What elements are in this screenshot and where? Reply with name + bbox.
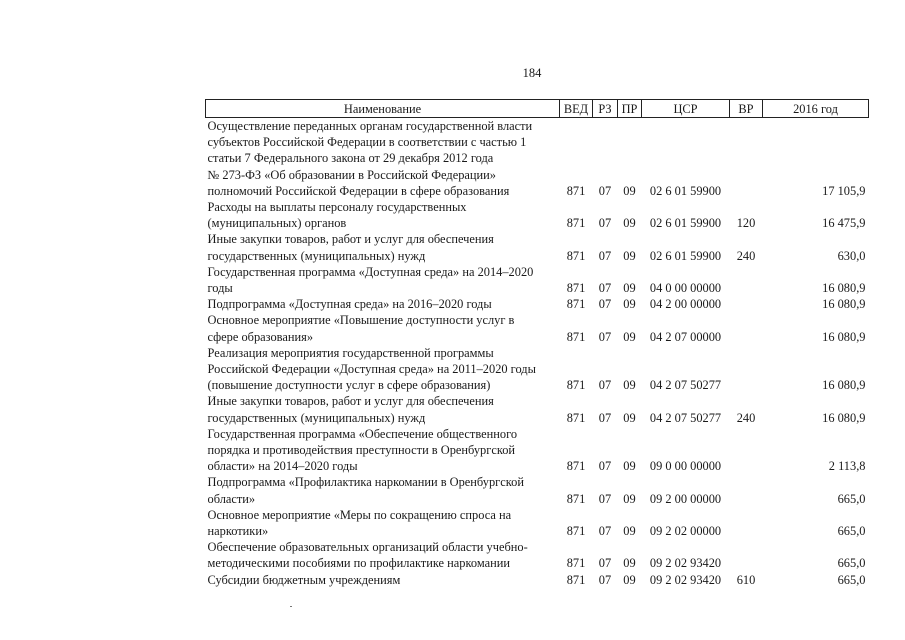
row-amount: 665,0 [837, 572, 866, 587]
row-name-line: Основное мероприятие «Повышение доступности услуг в [207, 313, 515, 328]
row-name-line: статьи 7 Федерального закона от 29 декабря 2012 года [207, 151, 494, 166]
row-vr [730, 118, 763, 200]
row-name-line: Субсидии бюджетным учреждениям [207, 572, 401, 587]
row-csr: 04 2 00 00000 [649, 297, 722, 312]
row-amount: 17 105,9 [822, 183, 866, 198]
row-name-line: полномочий Российской Федерации в сфере образования [207, 183, 510, 198]
row-name-line: Обеспечение образовательных организаций области учебно- [207, 540, 528, 555]
row-name [206, 572, 560, 588]
row-ved: 871 [566, 216, 586, 231]
row-rz: 07 [598, 281, 612, 296]
row-pr: 09 [623, 378, 636, 393]
table-row [206, 572, 869, 588]
row-pr: 09 [623, 329, 636, 344]
row-pr: 09 [623, 491, 636, 506]
row-name-line: сфере образования» [207, 329, 314, 344]
row-name [206, 345, 560, 394]
header-pr: ПР [618, 100, 642, 118]
row-csr: 04 2 07 50277 [649, 378, 722, 393]
row-pr: 09 [623, 572, 636, 587]
row-rz: 07 [598, 410, 612, 425]
row-rz: 07 [598, 378, 612, 393]
row-name-line: (повышение доступности услуг в сфере образования) [207, 378, 491, 393]
row-name [206, 474, 560, 506]
row-pr: 09 [623, 524, 636, 539]
row-ved: 871 [566, 524, 586, 539]
row-name-line: Расходы на выплаты персоналу государственных [207, 200, 467, 215]
row-name-line: методическими пособиями по профилактике наркомании [207, 556, 510, 571]
row-ved: 871 [566, 491, 586, 506]
row-name-line: Подпрограмма «Профилактика наркомании в Оренбургской [207, 475, 524, 490]
row-amount: 16 080,9 [822, 378, 866, 393]
row-csr: 09 2 02 93420 [649, 556, 722, 571]
table-row [206, 539, 869, 571]
row-name-line: Государственная программа «Доступная среда» на 2014–2020 [207, 264, 534, 279]
row-name [206, 426, 560, 475]
table-row [206, 231, 869, 263]
row-name-line: Реализация мероприятия государственной программы [207, 345, 494, 360]
row-name [206, 393, 560, 425]
row-amount: 2 113,8 [828, 459, 866, 474]
row-csr: 09 0 00 00000 [649, 459, 722, 474]
row-name-line: государственных (муниципальных) нужд [207, 248, 426, 263]
row-amount: 630,0 [837, 248, 866, 263]
row-amount: 16 080,9 [822, 410, 866, 425]
row-csr: 09 2 00 00000 [649, 491, 722, 506]
row-name [206, 539, 560, 571]
row-csr: 04 2 07 00000 [649, 329, 722, 344]
row-name-line: Подпрограмма «Доступная среда» на 2016–2020 годы [207, 297, 492, 312]
row-name [206, 507, 560, 539]
row-vr [730, 312, 763, 344]
row-vr [730, 507, 763, 539]
row-pr: 09 [623, 248, 636, 263]
table-row [206, 296, 869, 312]
page-number: 184 [522, 66, 542, 80]
row-name-line: области» на 2014–2020 годы [207, 459, 358, 474]
row-vr: 240 [736, 248, 756, 263]
row-rz: 07 [598, 216, 612, 231]
row-ved: 871 [566, 556, 586, 571]
row-name-line: № 273-ФЗ «Об образовании в Российской Федерации» [207, 167, 496, 182]
table-row [206, 312, 869, 344]
row-vr [730, 296, 763, 312]
row-pr: 09 [623, 183, 636, 198]
row-name-line: государственных (муниципальных) нужд [207, 410, 426, 425]
table-row [206, 264, 869, 296]
row-name-line: Государственная программа «Обеспечение общественного [207, 426, 518, 441]
row-amount: 16 080,9 [822, 297, 866, 312]
row-name [206, 231, 560, 263]
row-vr [730, 345, 763, 394]
row-name [206, 312, 560, 344]
row-ved: 871 [566, 248, 586, 263]
row-name-line: области» [207, 491, 256, 506]
row-ved: 871 [566, 297, 586, 312]
row-ved: 871 [566, 378, 586, 393]
row-pr: 09 [623, 297, 636, 312]
row-name-line: Осуществление переданных органам государственной власти [207, 119, 533, 133]
table-body [206, 118, 869, 588]
table-row [206, 507, 869, 539]
row-csr: 02 6 01 59900 [649, 248, 722, 263]
header-vr: ВР [730, 100, 763, 118]
row-pr: 09 [623, 216, 636, 231]
row-vr [730, 426, 763, 475]
table-row [206, 426, 869, 475]
row-name-line: порядка и противодействия преступности в Оренбургской [207, 443, 516, 458]
row-csr: 04 0 00 00000 [649, 281, 722, 296]
table-row [206, 393, 869, 425]
row-vr: 610 [736, 572, 756, 587]
row-name-line: субъектов Российской Федерации в соответствии с частью 1 [207, 135, 527, 150]
row-rz: 07 [598, 556, 612, 571]
row-csr: 09 2 02 00000 [649, 524, 722, 539]
table-row [206, 474, 869, 506]
row-rz: 07 [598, 329, 612, 344]
row-name [206, 264, 560, 296]
row-csr: 02 6 01 59900 [649, 216, 722, 231]
table-row [206, 345, 869, 394]
table-row [206, 199, 869, 231]
row-csr: 04 2 07 50277 [649, 410, 722, 425]
row-csr: 09 2 02 93420 [649, 572, 722, 587]
row-pr: 09 [623, 281, 636, 296]
row-amount: 16 080,9 [822, 329, 866, 344]
row-ved: 871 [566, 281, 586, 296]
row-name-line: Иные закупки товаров, работ и услуг для обеспечения [207, 394, 494, 409]
scan-speck [290, 606, 292, 607]
row-vr [730, 539, 763, 571]
row-rz: 07 [598, 524, 612, 539]
header-ved: ВЕД [560, 100, 593, 118]
row-amount: 16 080,9 [822, 281, 866, 296]
row-pr: 09 [623, 459, 636, 474]
table-row [206, 118, 869, 200]
row-vr [730, 474, 763, 506]
row-name-line: наркотики» [207, 524, 269, 539]
header-csr: ЦСР [642, 100, 730, 118]
header-rz: РЗ [593, 100, 618, 118]
row-ved: 871 [566, 459, 586, 474]
row-pr: 09 [623, 556, 636, 571]
row-name-line: Основное мероприятие «Меры по сокращению спроса на [207, 507, 512, 522]
row-ved: 871 [566, 572, 586, 587]
row-vr [730, 264, 763, 296]
row-amount: 16 475,9 [822, 216, 866, 231]
row-vr: 120 [736, 216, 756, 231]
row-ved: 871 [566, 410, 586, 425]
row-rz: 07 [598, 297, 612, 312]
row-rz: 07 [598, 459, 612, 474]
table-header-row [206, 100, 869, 118]
row-name [206, 118, 560, 200]
row-amount: 665,0 [837, 491, 866, 506]
header-year: 2016 год [763, 100, 869, 118]
row-name-line: годы [207, 281, 233, 296]
row-name-line: (муниципальных) органов [207, 216, 347, 231]
row-name [206, 296, 560, 312]
header-name: Наименование [206, 100, 560, 118]
budget-table [205, 99, 869, 588]
row-amount: 665,0 [837, 524, 866, 539]
row-name [206, 199, 560, 231]
row-ved: 871 [566, 183, 586, 198]
row-ved: 871 [566, 329, 586, 344]
row-name-line: Иные закупки товаров, работ и услуг для обеспечения [207, 232, 494, 247]
row-rz: 07 [598, 248, 612, 263]
row-rz: 07 [598, 491, 612, 506]
row-rz: 07 [598, 183, 612, 198]
row-csr: 02 6 01 59900 [649, 183, 722, 198]
row-name-line: Российской Федерации «Доступная среда» на 2011–2020 годы [207, 362, 536, 377]
row-rz: 07 [598, 572, 612, 587]
row-vr: 240 [736, 410, 756, 425]
row-pr: 09 [623, 410, 636, 425]
row-amount: 665,0 [837, 556, 866, 571]
